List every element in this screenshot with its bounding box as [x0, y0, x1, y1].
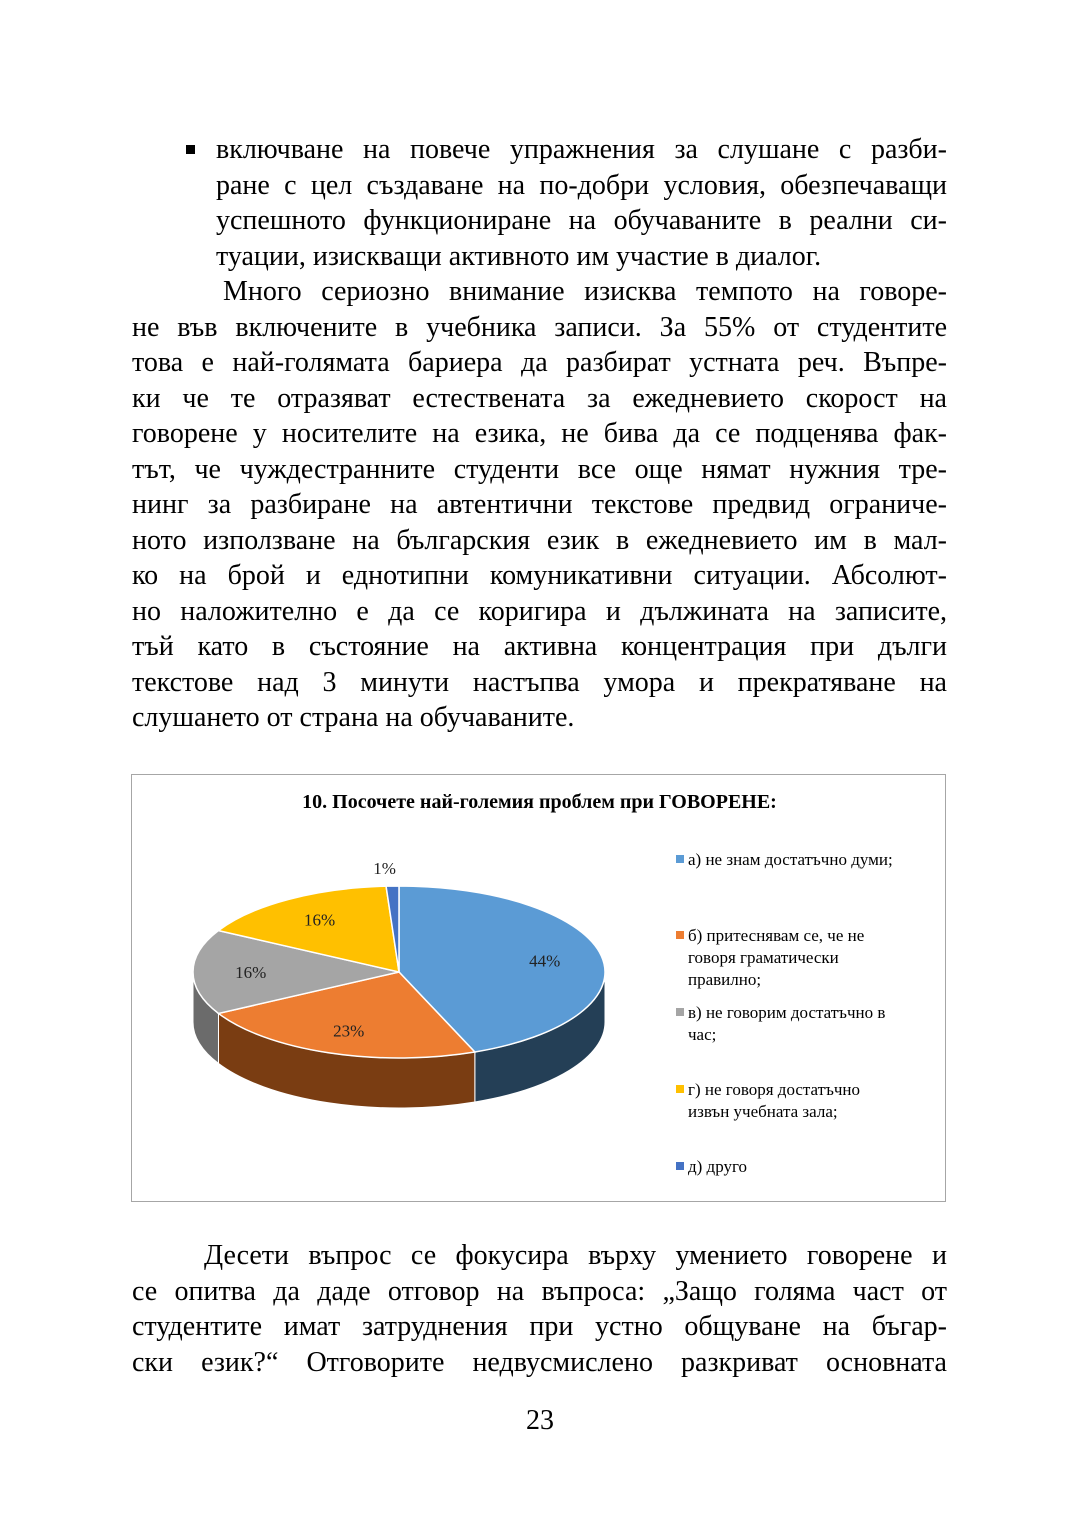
text-line: не във включените в учебника записи. За 55% от студентите: [132, 311, 947, 343]
text-line: се опитва да даде отговор на въпроса: „Защо голяма част от: [132, 1275, 947, 1307]
pie-label-b: 23%: [333, 1021, 365, 1041]
text-line: ски език?“ Отговорите недвусмислено разкриват основната: [132, 1346, 947, 1378]
bullet-item: [186, 132, 947, 274]
bullet-text: [216, 132, 947, 274]
legend-label: в) не говорим достатъчно в: [688, 1003, 886, 1022]
bullet-square-icon: [186, 145, 195, 154]
text-line: ното използване на българския език в ежедневието им в мал-: [132, 524, 947, 556]
legend-label: д) друго: [688, 1157, 748, 1176]
legend-swatch: [676, 1162, 684, 1170]
text-line: говорене у носителите на езика, не бива да се подценява фак-: [132, 418, 947, 449]
page-number: 23: [526, 1405, 554, 1436]
legend-item-v: [676, 1002, 936, 1046]
legend-label: час;: [688, 1025, 717, 1044]
legend-item-a: [676, 849, 936, 871]
pie-label-g: 16%: [303, 910, 336, 930]
text-line: ране с цел създаване на по-добри условия, обезпечаващи: [216, 169, 947, 201]
legend-swatch: [676, 931, 684, 939]
text-line: включване на повече упражнения за слушане с разби-: [216, 134, 947, 165]
legend-label: а) не знам достатъчно думи;: [688, 850, 893, 869]
paragraph-question10: [132, 1238, 947, 1380]
paragraph-tempo: [132, 274, 947, 736]
text-line: тът, че чуждестранните студенти все още нямат нужния тре-: [132, 453, 947, 485]
chart-title: 10. Посочете най-големия проблем при ГОВОРЕНЕ:: [302, 791, 777, 813]
text-line: туации, изискващи активното им участие в диалог.: [216, 240, 822, 272]
pie-label-v: 16%: [235, 963, 267, 982]
legend-item-b: [676, 925, 936, 991]
pie-chart-container: [131, 774, 946, 1202]
text-line: Десети въпрос се фокусира върху умението говорене и: [204, 1240, 947, 1271]
pie-label-d: 1%: [373, 859, 396, 879]
text-line: това е най-голямата бариера да разбират устната реч. Въпре-: [132, 347, 947, 378]
text-line: но наложително е да се коригира и дължината на записите,: [132, 595, 947, 627]
pie-chart: [132, 815, 672, 1195]
legend-item-d: [676, 1156, 936, 1178]
text-line: текстове над 3 минути настъпва умора и прекратяване на: [132, 666, 947, 698]
text-line: ко на брой и еднотипни комуникативни ситуации. Абсолют-: [132, 560, 947, 591]
text-line: успешното функциониране на обучаваните в реални си-: [216, 205, 947, 236]
legend-label: б) притеснявам се, че не: [688, 926, 865, 945]
legend-label: правилно;: [688, 970, 762, 989]
legend-swatch: [676, 855, 684, 863]
legend-label: г) не говоря достатъчно: [688, 1080, 861, 1099]
text-line: студентите имат затруднения при устно общуване на бъгар-: [132, 1311, 947, 1342]
legend-item-g: [676, 1079, 936, 1123]
text-line: Много сериозно внимание изисква темпото на говоре-: [223, 276, 947, 307]
text-line: тъй като в състояние на активна концентрация при дълги: [132, 631, 947, 662]
text-line: нинг за разбиране на автентични текстове предвид ограниче-: [132, 489, 947, 520]
legend-swatch: [676, 1008, 684, 1016]
legend-label: говоря граматически: [688, 948, 839, 967]
text-line: слушането от страна на обучаваните.: [132, 702, 575, 733]
pie-label-a: 44%: [529, 951, 561, 971]
text-line: ки че те отразяват естествената за ежедневието скорост на: [132, 382, 947, 414]
legend-swatch: [676, 1085, 684, 1093]
legend-label: извън учебната зала;: [688, 1102, 838, 1121]
